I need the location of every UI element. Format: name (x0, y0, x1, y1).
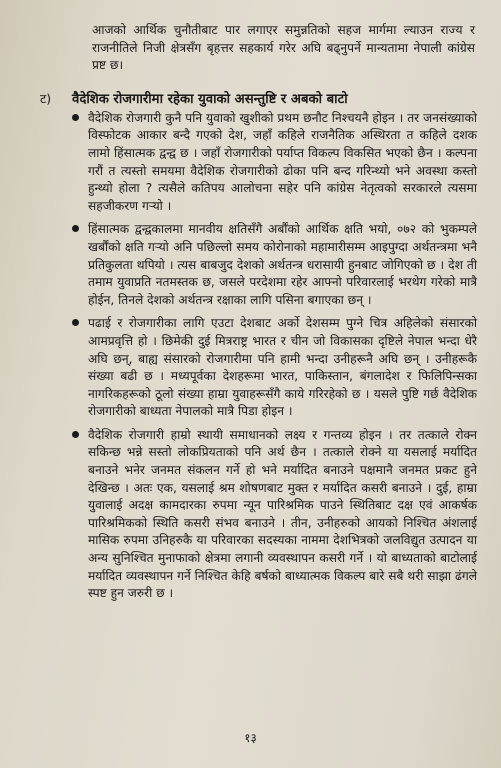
section-title: वैदेशिक रोजगारीमा रहेका युवाको असन्तुष्टि र अबको बाटो (72, 91, 348, 107)
list-item-text: वैदेशिक रोजगारी कुनै पनि युवाको खुशीको प्रथम छनौट निश्चयनै होइन । तर जनसंख्याको विस्फोटक आकार बन्दै गएको देश, जहाँ कहिले राजनैतिक अस्थिरता त कहिले दशक लामो हिंसात्मक द्वन्द्व छ । जहाँ रोजगारीको पर्याप्त विकल्प विकसित भएको छैन । कल्पना गरौं त त्यस्तो समयमा वैदेशिक रोजगारीको ढोका पनि बन्द गरिन्थ्यो भने अवस्था कस्तो हुन्थ्यो होला ? त्यसैले कतिपय आलोचना सहेर पनि कांग्रेस नेतृत्वको सरकारले त्यसमा सहजीकरण गऱ्यो । (88, 110, 477, 213)
list-item (88, 427, 477, 603)
list-item-text: पढाई र रोजगारीका लागि एउटा देशबाट अर्को देशसम्म पुग्ने चित्र अहिलेको संसारको आमप्रवृत्ति हो । छिमेकी दुई मित्रराष्ट्र भारत र चीन जो विकासका दृष्टिले नेपाल भन्दा धेरै अघि छन्, बाह्य संसारको रोजगारीमा पनि हामी भन्दा उनीहरूनै अघि छन् । उनीहरूकै संख्या बढी छ । मध्यपूर्वका देशहरूमा भारत, पाकिस्तान, बंगलादेश र फिलिपिन्सका नागरिकहरूको ठूलो संख्या हाम्रा युवाहरूसँगै काये गरिरहेको छ । यसले पुष्टि गर्छ वैदेशिक रोजगारीको बाध्यता नेपालको मात्रै पिडा होइन । (88, 316, 477, 419)
bullet-icon (72, 225, 79, 232)
list-item-text: हिंसात्मक द्वन्द्वकालमा मानवीय क्षतिसँगै अर्बौंको आर्थिक क्षति भयो, ०७२ को भुकम्पले खर्बौंको क्षति गऱ्यो अनि पछिल्लो समय कोरोनाको महामारीसम्म आइपुग्दा अर्थतन्त्रमा भनै प्रतिकुलता थपियो । त्यस बाबजुद देशको अर्थतन्त्र धरासायी हुनबाट जोगिएको छ । देश ती तमाम युवाप्रति नतमस्तक छ, जसले परदेशमा रहेर आफ्नो परिवारलाई भरथेग गरेको मात्रै होईन, तिनले देशको अर्थतन्त्र रक्षाका लागि पसिना बगाएका छन् । (88, 222, 477, 307)
intro-paragraph: आजको आर्थिक चुनौतीबाट पार लगाएर समुन्नतिको सहज मार्गमा ल्याउन राज्य र राजनीतिले निजी क्षेत्रसँग बृहत्तर सहकार्य गरेर अघि बढ्नुपर्ने मान्यतामा नेपाली कांग्रेस प्रष्ट छ। (92, 23, 475, 73)
bullet-list (88, 110, 477, 603)
bullet-icon (72, 114, 79, 121)
section-heading (40, 89, 477, 107)
section-letter: ट) (40, 90, 52, 106)
bullet-icon (72, 319, 79, 326)
bullet-icon (72, 431, 79, 438)
list-item (88, 221, 477, 309)
list-item (88, 110, 477, 216)
list-item-text: वैदेशिक रोजगारी हाम्रो स्थायी समाधानको लक्ष्य र गन्तव्य होइन । तर तत्काले रोक्न सकिन्छ भन्ने सस्तो लोकप्रियताको पनि अर्थ छैन । तत्काले रोक्ने या यसलाई मर्यादित बनाउने भनेर जनमत संकलन गर्ने हो भने मर्यादित बनाउने पक्षमानै जनमत प्रकट हुने देखिन्छ । अतः एक, यसलाई श्रम शोषणबाट मुक्त र मर्यादित कसरी बनाउने । दुई, हाम्रा युवालाई अदक्ष कामदारका रुपमा न्यून पारिश्रमिक पाउने स्थितिबाट दक्ष एवं आकर्षक पारिश्रमिकको स्थिति कसरी संभव बनाउने । तीन, उनीहरुको आयको निश्चित अंशलाई मासिक रुपमा उनिहरुकै या परिवारका सदस्यका नाममा देशभित्रको जलविद्युत उत्पादन या अन्य सुनिश्चित मुनाफाको क्षेत्रमा लगानी व्यवस्थापन कसरी गर्ने । यो बाध्यताको बाटोलाई मर्यादित व्यवस्थापन गर्ने निश्चित केहि बर्षको बाध्यात्मक विकल्प बारे सबै थरी साझा ढंगले स्पष्ट हुन जरुरी छ । (88, 427, 477, 601)
list-item (88, 315, 477, 421)
page-number: १३ (244, 731, 257, 745)
